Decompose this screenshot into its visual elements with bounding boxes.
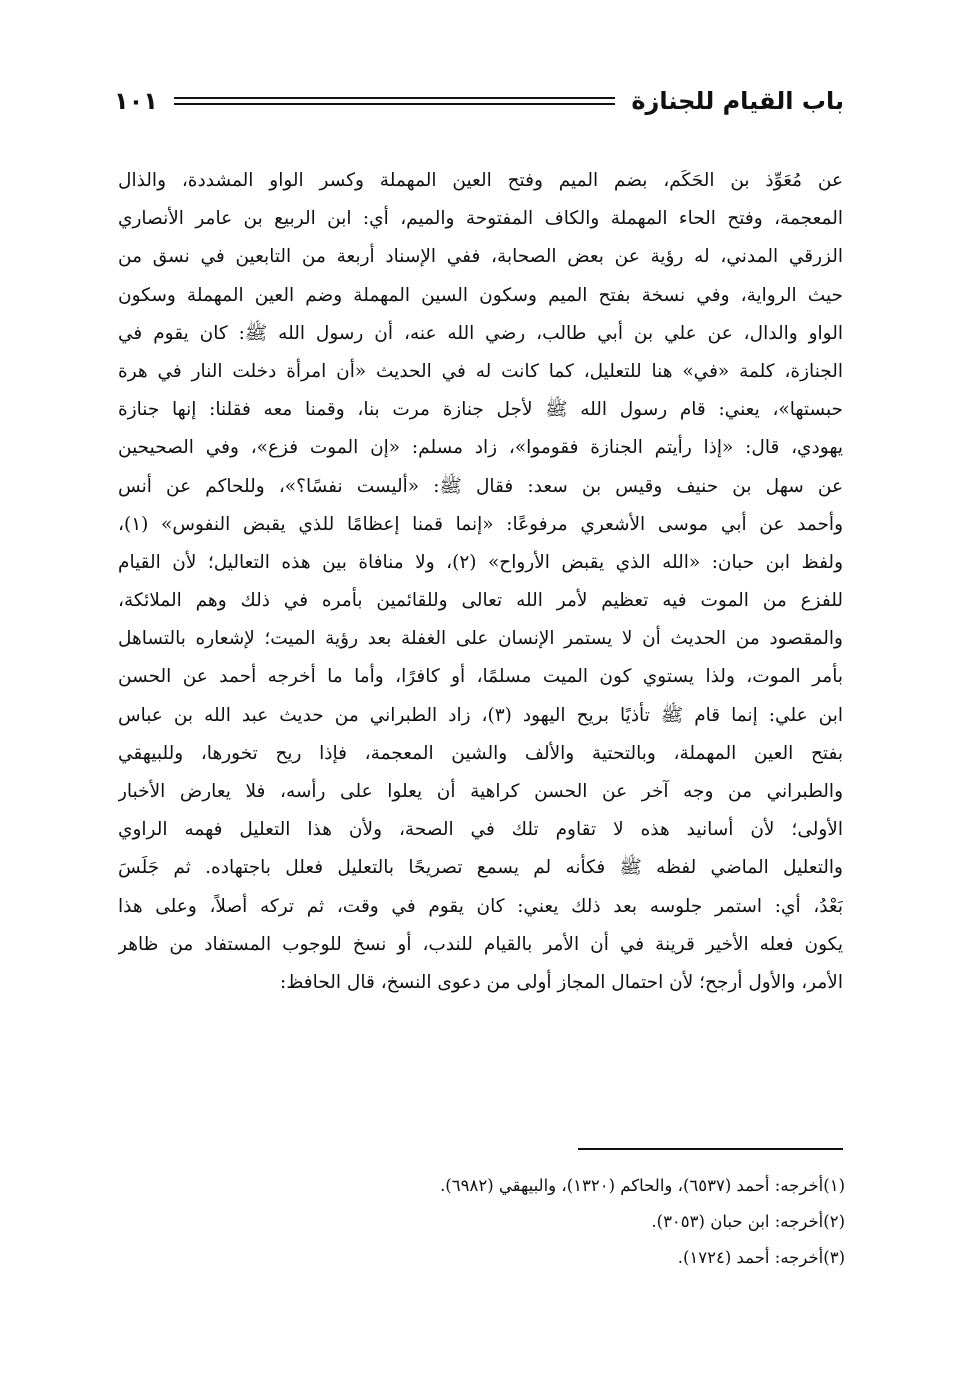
text-line: الأمر، والأول أرجح؛ لأن احتمال المجاز أولى من دعوى النسخ، قال الحافظ: [280,971,843,993]
text-line: بأمر الموت، ولذا يستوي كون الميت مسلمًا، أو كافرًا، وأما ما أخرجه أحمد عن الحسن [118,666,843,688]
footnote-separator [578,1148,843,1150]
text-line: حيث الرواية، وفي نسخة بفتح الميم وسكون السين المهملة وضم العين المهملة وسكون [118,284,843,306]
text-line: الواو والدال، عن علي بن أبي طالب، رضي الله عنه، أن رسول الله ﷺ: كان يقوم في [118,322,843,344]
footnote-1: (١)أخرجه: أحمد (٦٥٣٧)، والحاكم (١٣٢٠)، والبيهقي (٦٩٨٢). [440,1176,845,1195]
text-line: بفتح العين المهملة، وبالتحتية والألف والشين المعجمة، فإذا ريح تخورها، وللبيهقي [118,742,843,764]
page-number: ١٠١ [114,87,158,115]
text-line: المعجمة، وفتح الحاء المهملة والكاف المفتوحة والميم، أي: ابن الربيع بن عامر الأنصاري [118,208,843,230]
text-line: والتعليل الماضي لفظه ﷺ فكأنه لم يسمع تصريحًا بالتعليل فعلل باجتهاده. ثم جَلَسَ [118,857,843,879]
text-line: ابن علي: إنما قام ﷺ تأذيًا بريح اليهود (٣)، زاد الطبراني من حديث عبد الله بن عباس [118,704,843,726]
text-line: عن سهل بن حنيف وقيس بن سعد: فقال ﷺ: «أليست نفسًا؟»، وللحاكم عن أنس [118,475,843,497]
text-line: حبستها»، يعني: قام رسول الله ﷺ لأجل جنازة مرت بنا، وقمنا معه فقلنا: إنها جنازة [118,399,843,421]
text-line: يهودي، قال: «إذا رأيتم الجنازة فقوموا»، زاد مسلم: «إن الموت فزع»، وفي الصحيحين [118,437,843,459]
running-header [114,84,844,118]
text-line: الجنازة، كلمة «في» هنا للتعليل، كما كانت له في الحديث «أن امرأة دخلت النار في هرة [118,360,843,382]
text-line: يكون فعله الأخير قرينة في أن الأمر بالقيام للندب، أو نسخ للوجوب المستفاد من ظاهر [118,933,843,955]
chapter-title: باب القيام للجنازة [631,87,844,115]
main-text [118,162,843,1002]
text-line: للفزع من الموت فيه تعظيم لأمر الله تعالى وللقائمين بأمره في ذلك وهم الملائكة، [118,590,843,612]
footnote-2: (٢)أخرجه: ابن حبان (٣٠٥٣). [651,1212,845,1231]
text-line: بَعْدُ، أي: استمر جلوسه بعد ذلك يعني: كان يقوم في وقت، ثم تركه أصلاً، وعلى هذا [118,895,843,917]
text-line: الزرقي المدني، له رؤية عن بعض الصحابة، ففي الإسناد أربعة من التابعين في نسق من [118,246,843,268]
footnote-3: (٣)أخرجه: أحمد (١٧٢٤). [677,1248,845,1267]
text-line: الأولى؛ لأن أسانيد هذه لا تقاوم تلك في الصحة، ولأن هذا التعليل فهمه الراوي [118,819,843,841]
text-line: ولفظ ابن حبان: «الله الذي يقبض الأرواح» (٢)، ولا منافاة بين هذه التعاليل؛ لأن القيام [118,551,843,573]
text-line: والمقصود من الحديث أن لا يستمر الإنسان على الغفلة بعد رؤية الميت؛ لإشعاره بالتساهل [118,628,843,650]
footnotes [300,1168,845,1276]
text-line: والطبراني من وجه آخر عن الحسن كراهية أن يعلوا على رأسه، فلا يعارض الأخبار [118,781,843,802]
text-line: عن مُعَوِّذ بن الحَكَم، بضم الميم وفتح العين المهملة وكسر الواو المشددة، والذال [118,170,843,191]
header-double-rule [174,97,615,106]
text-line: وأحمد عن أبي موسى الأشعري مرفوعًا: «إنما قمنا إعظامًا للذي يقبض النفوس» (١)، [118,513,843,535]
